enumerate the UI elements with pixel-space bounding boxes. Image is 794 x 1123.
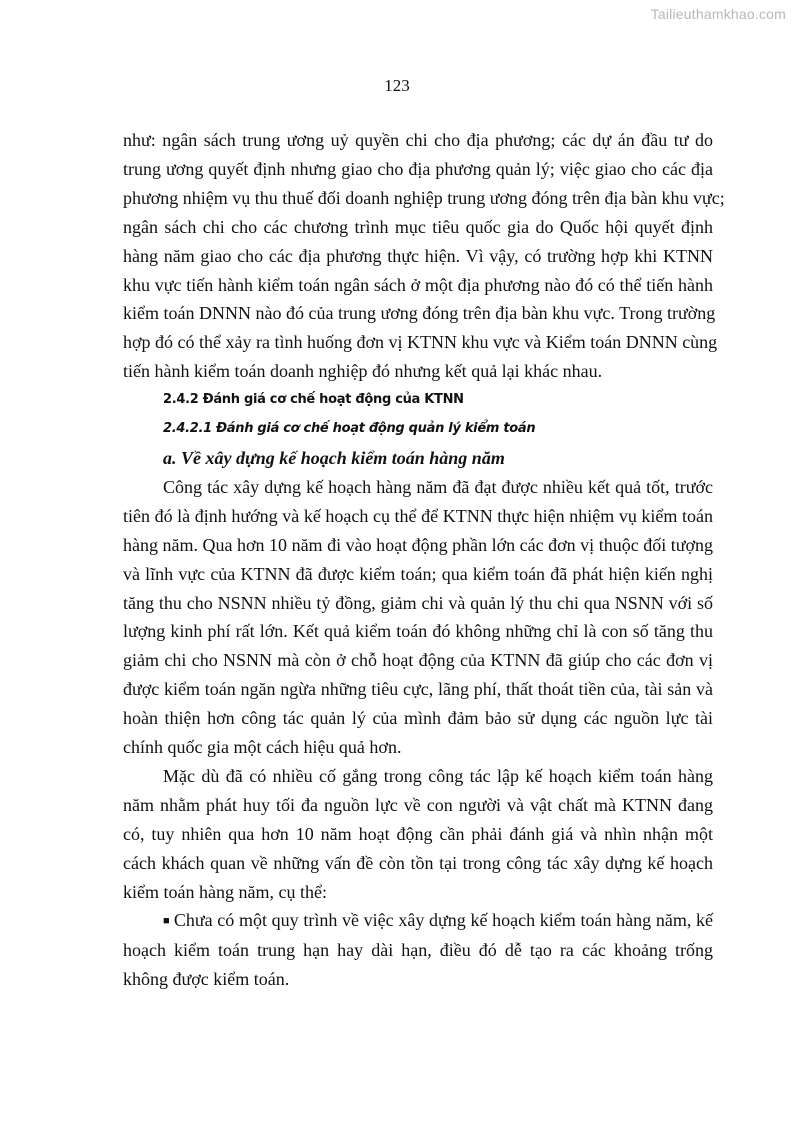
- text-line: hàng năm giao cho các địa phương thực hiện. Vì vậy, có trường hợp khi KTNN: [123, 245, 713, 266]
- page-number: 123: [384, 76, 410, 95]
- text-line: tiến hành kiểm toán doanh nghiệp đó nhưng kết quả lại khác nhau.: [123, 361, 603, 382]
- text-line: hợp đó có thể xảy ra tình huống đơn vị KTNN khu vực và Kiểm toán DNNN cùng: [123, 332, 718, 353]
- paragraph-3: [123, 762, 713, 907]
- text-line: phương nhiệm vụ thu thuế đối doanh nghiệp trung ương đóng trên địa bàn khu vực;: [123, 187, 725, 208]
- text-line: khu vực tiến hành kiểm toán ngân sách ở một địa phương nào đó có thể tiến hành: [123, 274, 713, 295]
- item-heading: a. Về xây dựng kế hoạch kiểm toán hàng năm: [163, 447, 505, 468]
- text-line: tăng thu cho NSNN nhiều tỷ đồng, giảm chi và quản lý thu chi qua NSNN với số: [123, 592, 713, 613]
- text-line: kiểm toán hàng năm, cụ thể:: [123, 881, 327, 902]
- paragraph-2: [123, 473, 713, 762]
- text-line: trung ương quyết định nhưng giao cho địa phương quản lý; việc giao cho các địa: [123, 158, 713, 179]
- square-bullet-icon: ■: [163, 915, 170, 928]
- text-line: và lĩnh vực của KTNN đã được kiểm toán; qua kiểm toán đã phát hiện kiến nghị: [123, 563, 713, 584]
- text-line: như: ngân sách trung ương uỷ quyền chi cho địa phương; các dự án đầu tư do: [123, 130, 713, 150]
- text-line: có, tuy nhiên qua hơn 10 năm hoạt động cần phải đánh giá và nhìn nhận một: [123, 823, 713, 844]
- watermark: Tailieuthamkhao.com: [650, 6, 786, 22]
- text-line: ngân sách chi cho các chương trình mục tiêu quốc gia do Quốc hội quyết định: [123, 216, 713, 237]
- text-line: hoạch kiểm toán trung hạn hay dài hạn, điều đó dễ tạo ra các khoảng trống: [123, 940, 713, 961]
- text-line: Mặc dù đã có nhiều cố gắng trong công tác lập kế hoạch kiểm toán hàng: [163, 765, 713, 786]
- text-line: lượng kinh phí rất lớn. Kết quả kiểm toán đó không những chỉ là con số tăng thu: [123, 621, 713, 642]
- paragraph-1: [123, 126, 725, 386]
- subsection-heading: 2.4.2.1 Đánh giá cơ chế hoạt động quản lý kiểm toán: [163, 421, 536, 437]
- text-line: hàng năm. Qua hơn 10 năm đi vào hoạt động phần lớn các đơn vị thuộc đối tượng: [123, 534, 713, 555]
- document-body: [123, 126, 725, 994]
- text-line: tiên đó là định hướng và kế hoạch cụ thể để KTNN thực hiện nhiệm vụ kiểm toán: [123, 505, 713, 526]
- text-line: được kiểm toán ngăn ngừa những tiêu cực, lãng phí, thất thoát tiền của, tài sản và: [123, 679, 713, 700]
- bullet-text: Chưa có một quy trình về việc xây dựng kế hoạch kiểm toán hàng năm, kế: [173, 910, 713, 931]
- text-line: không được kiểm toán.: [123, 969, 290, 990]
- text-line: [123, 906, 713, 936]
- text-line: chính quốc gia một cách hiệu quả hơn.: [123, 737, 402, 758]
- text-line: giảm chi cho NSNN mà còn ở chỗ hoạt động của KTNN đã giúp cho các đơn vị: [123, 650, 713, 671]
- text-line: kiểm toán DNNN nào đó của trung ương đóng trên địa bàn khu vực. Trong trường: [123, 303, 716, 324]
- text-line: Công tác xây dựng kế hoạch hàng năm đã đạt được nhiều kết quả tốt, trước: [163, 476, 713, 497]
- text-line: năm nhằm phát huy tối đa nguồn lực về con người và vật chất mà KTNN đang: [123, 794, 713, 815]
- text-line: cách khách quan về những vấn đề còn tồn tại trong công tác xây dựng kế hoạch: [123, 852, 713, 873]
- bullet-item: [123, 906, 713, 994]
- section-heading: 2.4.2 Đánh giá cơ chế hoạt động của KTNN: [163, 392, 464, 408]
- text-line: hoàn thiện hơn công tác quản lý của mình đảm bảo sử dụng các nguồn lực tài: [123, 708, 713, 729]
